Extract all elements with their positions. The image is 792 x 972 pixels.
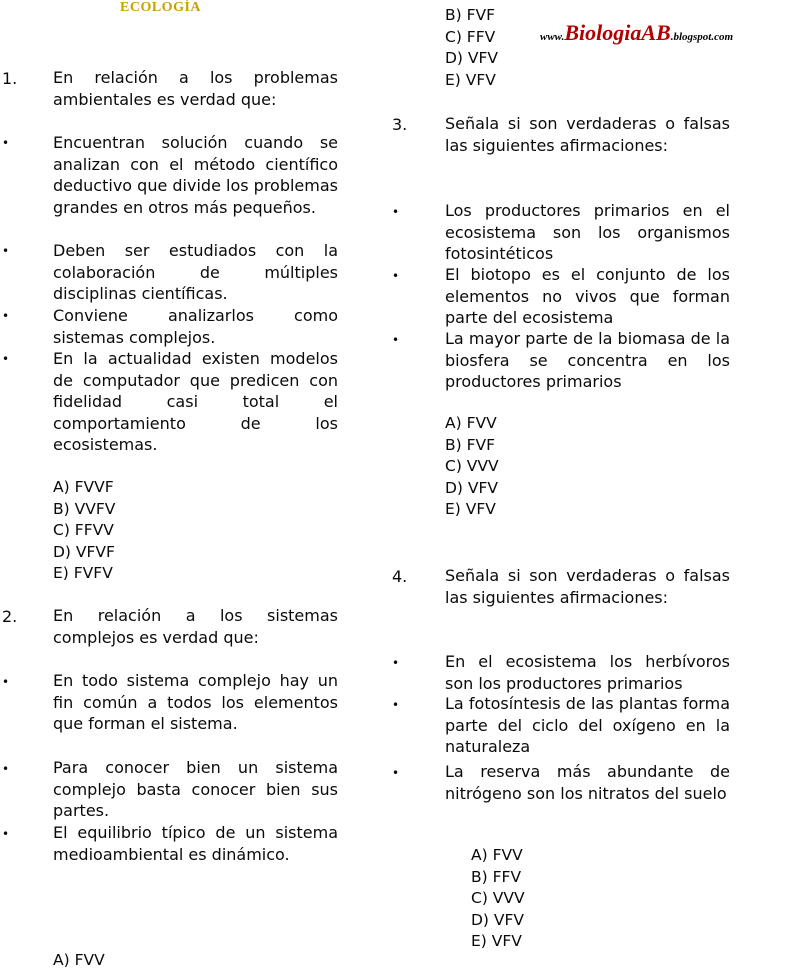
q1-number: 1.	[2, 69, 18, 88]
q2-bullet-2: •	[2, 762, 10, 776]
q1-item-4: En la actualidad existen modelos de computador que predicen con fidelidad casi total el comportamiento de los ecosistemas.	[53, 349, 338, 454]
q1-option-a[interactable]: A) FVVF	[53, 478, 114, 496]
q4-option-d[interactable]: D) VFV	[471, 910, 525, 929]
q4-item-2: La fotosíntesis de las plantas forma parte del ciclo del oxígeno en la naturaleza	[445, 694, 730, 756]
q4-option-e[interactable]: E) VFV	[471, 932, 522, 951]
q2-option-c[interactable]: C) FFV	[445, 27, 496, 46]
q3-item-1: Los productores primarios en el ecosistema son los organismos fotosintéticos	[445, 201, 730, 263]
q1-bullet-3: •	[2, 309, 10, 323]
q4-item-3: La reserva más abundante de nitrógeno son los nitratos del suelo	[445, 762, 730, 803]
q4-options	[471, 845, 525, 953]
q1-item-2: Deben ser estudiados con la colaboración de múltiples disciplinas científicas.	[53, 241, 338, 303]
brand-prefix: www.	[540, 31, 565, 43]
q4-bullet-2: •	[392, 698, 400, 712]
q3-number: 3.	[392, 115, 408, 134]
q2-option-b[interactable]: B) FVF	[445, 6, 496, 24]
q4-option-c[interactable]: C) VVV	[471, 889, 525, 908]
q4-option-b[interactable]: B) FFV	[471, 867, 522, 886]
q1-option-d[interactable]: D) VFVF	[53, 542, 115, 561]
q3-option-d[interactable]: D) VFV	[445, 478, 499, 497]
q2-item-2: Para conocer bien un sistema complejo basta conocer bien sus partes.	[53, 758, 338, 820]
q1-option-c[interactable]: C) FFVV	[53, 521, 114, 540]
q1-option-b[interactable]: B) VVFV	[53, 499, 116, 518]
q3-option-b[interactable]: B) FVF	[445, 435, 496, 454]
q3-option-a[interactable]: A) FVV	[445, 414, 497, 432]
q2-option-e[interactable]: E) VFV	[445, 70, 496, 89]
q1-option-e[interactable]: E) FVFV	[53, 564, 113, 583]
brand-suffix: .blogspot.com	[670, 31, 734, 43]
q1-stem: En relación a los problemas ambientales es verdad que:	[53, 68, 338, 109]
brand-name: BiologiaAB	[564, 20, 671, 45]
q2-bullet-3: •	[2, 827, 10, 841]
q1-bullet-2: •	[2, 244, 10, 258]
q3-bullet-1: •	[392, 205, 400, 219]
q4-stem: Señala si son verdaderas o falsas las siguientes afirmaciones:	[445, 566, 730, 607]
q2-bullet-1: •	[2, 675, 10, 689]
q1-item-1: Encuentran solución cuando se analizan con el método científico deductivo que divide los problemas grandes en otros más pequeños.	[53, 133, 338, 217]
q1-options	[53, 477, 115, 585]
q3-option-e[interactable]: E) VFV	[445, 500, 496, 519]
q1-item-3: Conviene analizarlos como sistemas complejos.	[53, 306, 338, 347]
q4-option-a[interactable]: A) FVV	[471, 846, 523, 864]
q2-options-continued	[445, 5, 498, 91]
q2-item-1: En todo sistema complejo hay un fin común a todos los elementos que forman el sistema.	[53, 671, 338, 733]
q4-bullet-1: •	[392, 656, 400, 670]
q2-number: 2.	[2, 607, 18, 626]
q3-item-2: El biotopo es el conjunto de los elementos no vivos que forman parte del ecosistema	[445, 265, 730, 327]
q2-option-a[interactable]: A) FVV	[53, 951, 105, 969]
q4-bullet-3: •	[392, 766, 400, 780]
q3-bullet-2: •	[392, 269, 400, 283]
q4-number: 4.	[392, 567, 408, 586]
q3-item-3: La mayor parte de la biomasa de la biosfera se concentra en los productores primarios	[445, 329, 730, 391]
brand-watermark	[540, 20, 733, 46]
q3-bullet-3: •	[392, 333, 400, 347]
q3-stem: Señala si son verdaderas o falsas las siguientes afirmaciones:	[445, 114, 730, 155]
q1-bullet-4: •	[2, 352, 10, 366]
q1-bullet-1: •	[2, 136, 10, 150]
q2-stem: En relación a los sistemas complejos es verdad que:	[53, 606, 338, 647]
page-title: ECOLOGÍA	[120, 0, 202, 15]
q2-item-3: El equilibrio típico de un sistema medioambiental es dinámico.	[53, 823, 338, 864]
q3-option-c[interactable]: C) VVV	[445, 457, 499, 476]
q4-item-1: En el ecosistema los herbívoros son los productores primarios	[445, 652, 730, 693]
q3-options	[445, 413, 499, 521]
q2-option-d[interactable]: D) VFV	[445, 49, 499, 68]
